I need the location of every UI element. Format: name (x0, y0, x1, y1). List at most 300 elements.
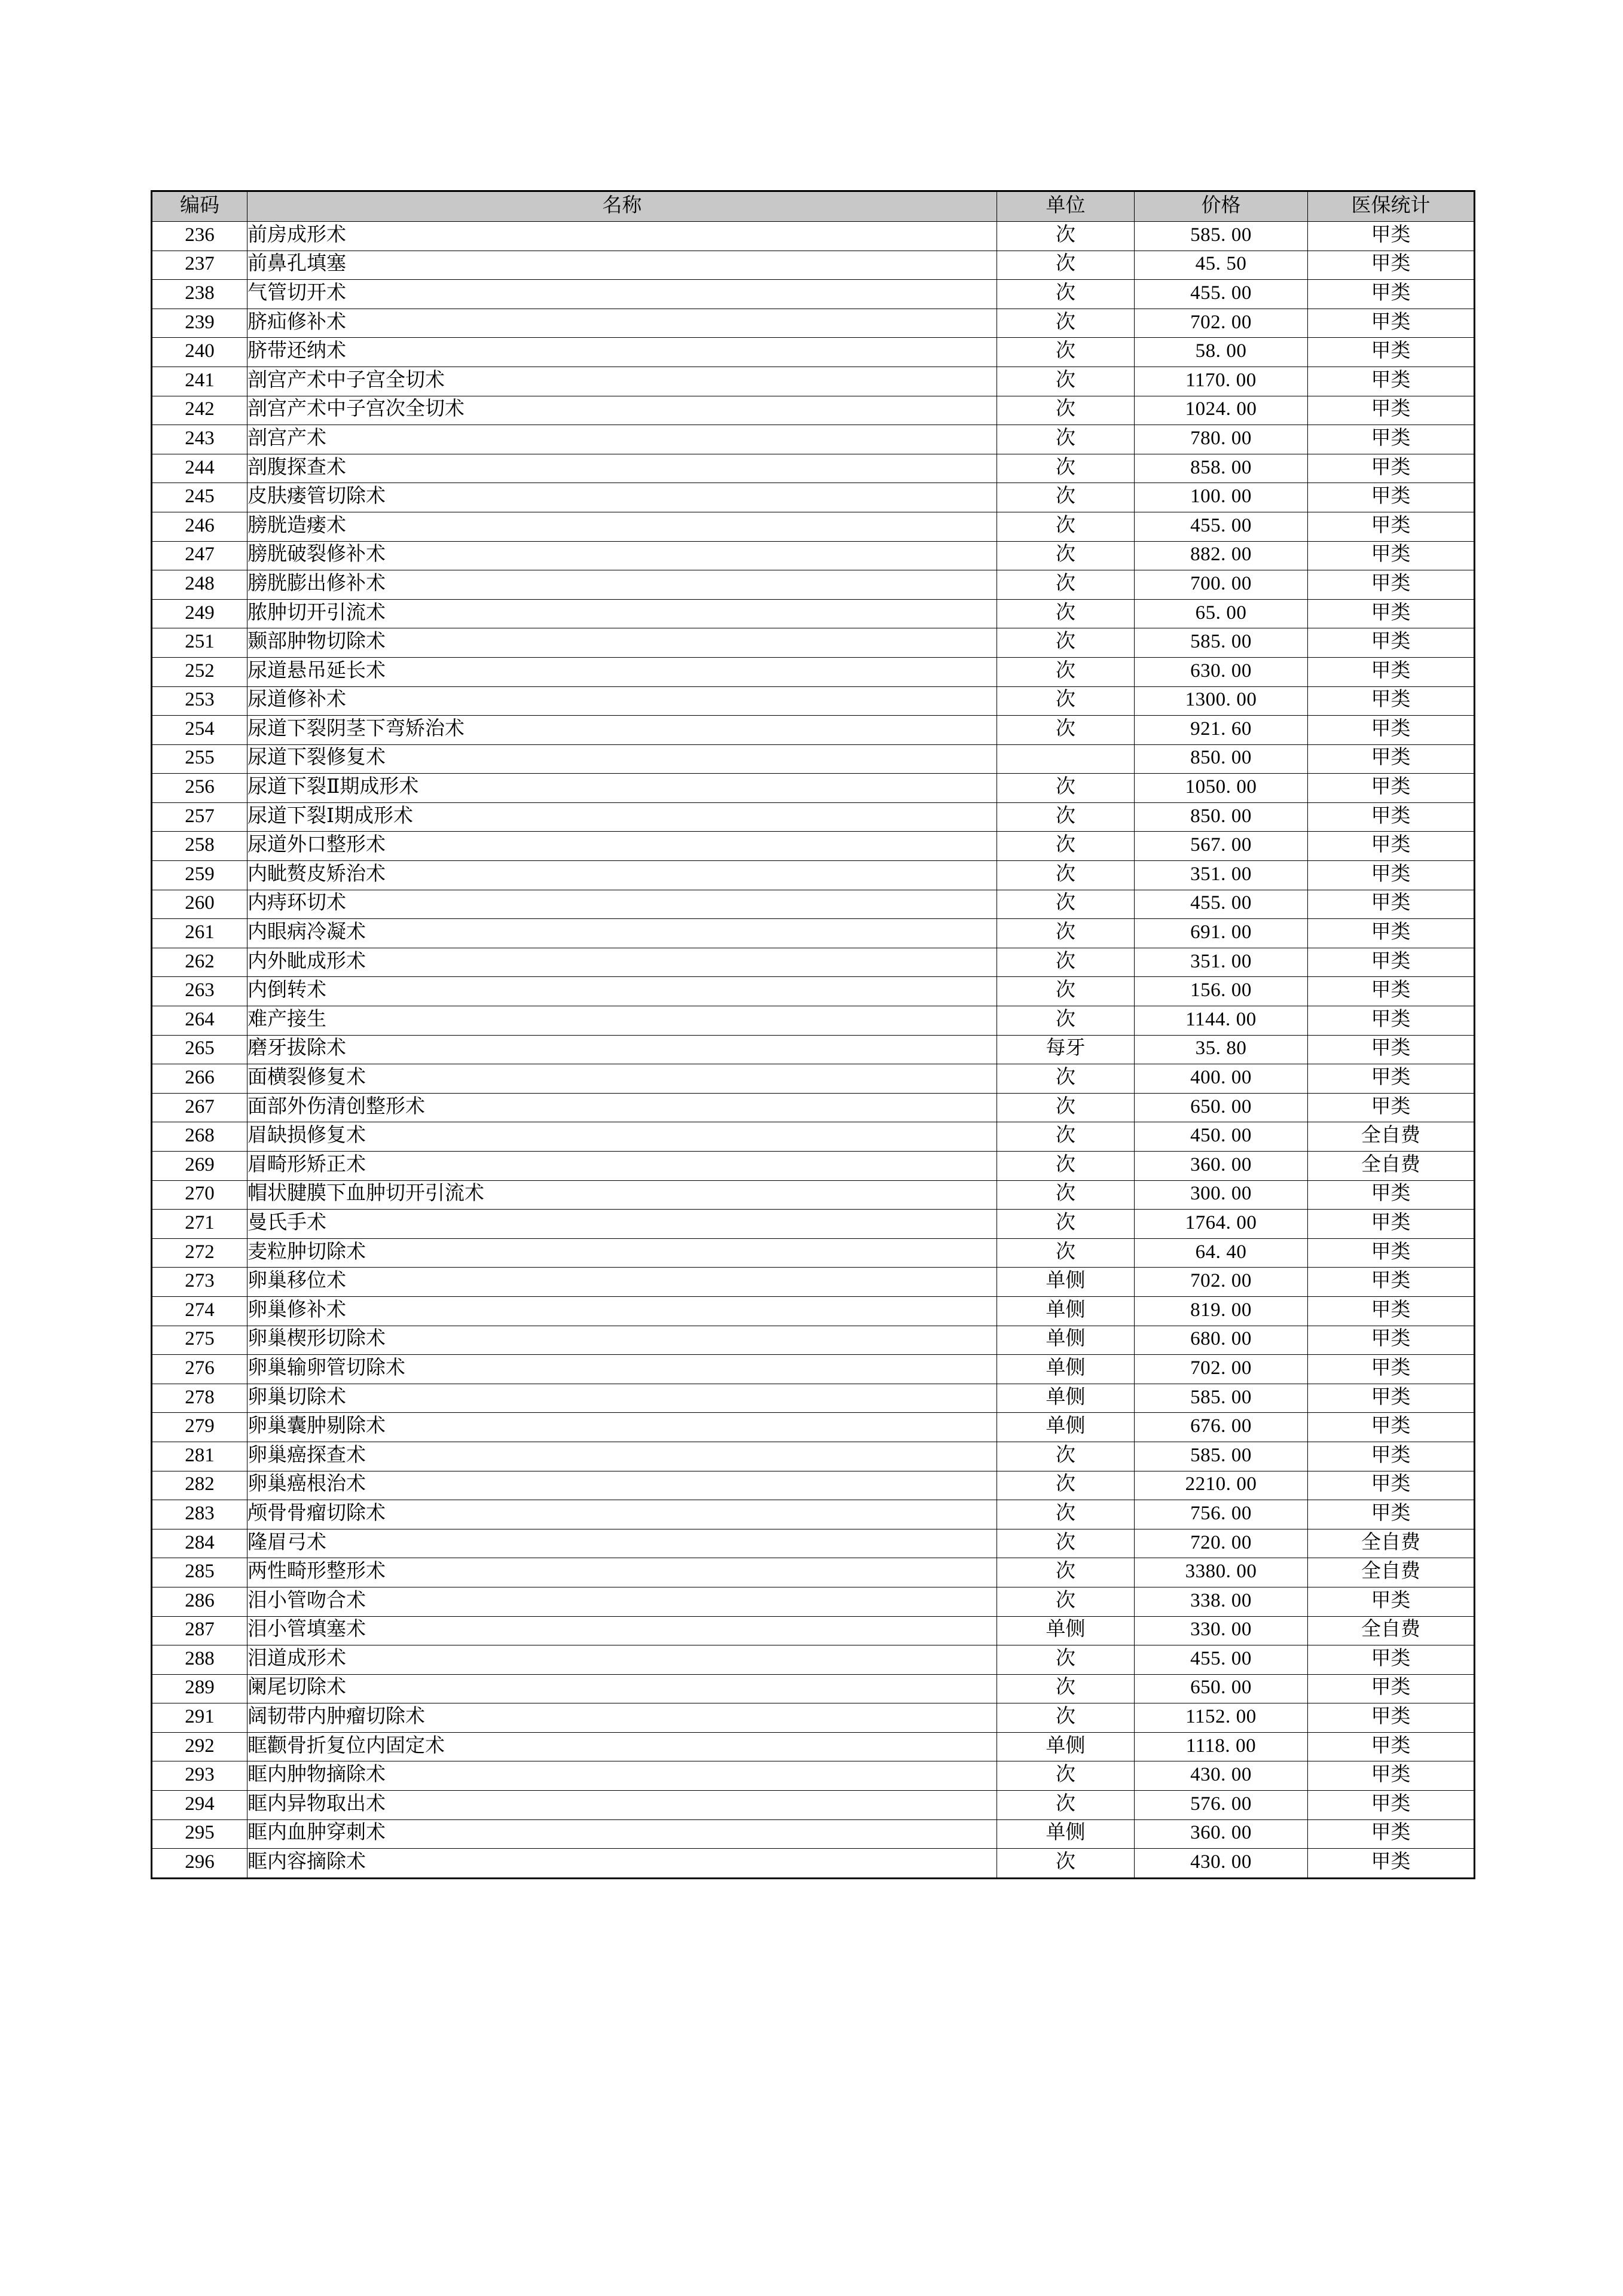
cell-name: 前鼻孔填塞 (247, 251, 997, 280)
column-header-name: 名称 (247, 191, 997, 222)
cell-price: 585. 00 (1135, 1442, 1308, 1471)
cell-unit: 次 (997, 541, 1135, 570)
table-row (152, 222, 1475, 251)
cell-name: 泪小管吻合术 (247, 1587, 997, 1616)
cell-price: 2210. 00 (1135, 1471, 1308, 1500)
cell-code: 262 (152, 948, 247, 977)
cell-name: 眉缺损修复术 (247, 1122, 997, 1152)
cell-code: 288 (152, 1645, 247, 1675)
cell-price: 850. 00 (1135, 744, 1308, 774)
cell-unit: 次 (997, 1674, 1135, 1703)
cell-unit: 单侧 (997, 1268, 1135, 1297)
cell-code: 254 (152, 716, 247, 745)
cell-code: 284 (152, 1529, 247, 1558)
cell-name: 气管切开术 (247, 280, 997, 309)
cell-code: 271 (152, 1210, 247, 1239)
cell-code: 241 (152, 367, 247, 396)
cell-insurance: 甲类 (1308, 1442, 1475, 1471)
table-row (152, 744, 1475, 774)
cell-unit: 次 (997, 774, 1135, 803)
cell-code: 252 (152, 657, 247, 686)
cell-insurance: 甲类 (1308, 1326, 1475, 1355)
cell-name: 尿道修补术 (247, 686, 997, 716)
cell-name: 脓肿切开引流术 (247, 599, 997, 628)
cell-unit: 单侧 (997, 1355, 1135, 1384)
cell-price: 300. 00 (1135, 1180, 1308, 1210)
cell-name: 卵巢切除术 (247, 1384, 997, 1413)
cell-unit: 次 (997, 802, 1135, 832)
cell-price: 3380. 00 (1135, 1558, 1308, 1587)
table-row (152, 1674, 1475, 1703)
cell-name: 脐带还纳术 (247, 338, 997, 367)
cell-unit: 单侧 (997, 1384, 1135, 1413)
cell-name: 卵巢癌探查术 (247, 1442, 997, 1471)
table-row (152, 890, 1475, 919)
table-row (152, 599, 1475, 628)
cell-price: 1764. 00 (1135, 1210, 1308, 1239)
cell-name: 前房成形术 (247, 222, 997, 251)
cell-code: 251 (152, 628, 247, 658)
cell-price: 1144. 00 (1135, 1006, 1308, 1036)
cell-price: 680. 00 (1135, 1326, 1308, 1355)
table-row (152, 541, 1475, 570)
cell-insurance: 甲类 (1308, 1761, 1475, 1791)
cell-name: 颞部肿物切除术 (247, 628, 997, 658)
cell-price: 567. 00 (1135, 832, 1308, 861)
cell-code: 263 (152, 977, 247, 1006)
cell-name: 两性畸形整形术 (247, 1558, 997, 1587)
cell-price: 455. 00 (1135, 1645, 1308, 1675)
table-row (152, 977, 1475, 1006)
cell-price: 720. 00 (1135, 1529, 1308, 1558)
cell-price: 882. 00 (1135, 541, 1308, 570)
cell-name: 膀胱破裂修补术 (247, 541, 997, 570)
cell-insurance: 甲类 (1308, 599, 1475, 628)
cell-name: 眶内血肿穿刺术 (247, 1819, 997, 1849)
cell-price: 650. 00 (1135, 1093, 1308, 1122)
cell-insurance: 甲类 (1308, 1006, 1475, 1036)
cell-insurance: 甲类 (1308, 686, 1475, 716)
cell-name: 泪道成形术 (247, 1645, 997, 1675)
cell-name: 剖腹探查术 (247, 454, 997, 483)
cell-insurance: 甲类 (1308, 1035, 1475, 1064)
cell-unit: 次 (997, 425, 1135, 454)
cell-price: 400. 00 (1135, 1064, 1308, 1094)
cell-insurance: 甲类 (1308, 716, 1475, 745)
cell-insurance: 甲类 (1308, 1674, 1475, 1703)
cell-price: 430. 00 (1135, 1849, 1308, 1879)
table-row (152, 1152, 1475, 1181)
cell-insurance: 甲类 (1308, 222, 1475, 251)
cell-insurance: 甲类 (1308, 1500, 1475, 1529)
cell-code: 289 (152, 1674, 247, 1703)
table-row (152, 1529, 1475, 1558)
cell-price: 351. 00 (1135, 948, 1308, 977)
table-row (152, 512, 1475, 541)
cell-price: 1118. 00 (1135, 1732, 1308, 1761)
cell-name: 内眦赘皮矫治术 (247, 861, 997, 890)
table-row (152, 832, 1475, 861)
cell-code: 268 (152, 1122, 247, 1152)
cell-insurance: 甲类 (1308, 570, 1475, 600)
cell-insurance: 甲类 (1308, 425, 1475, 454)
cell-insurance: 甲类 (1308, 1093, 1475, 1122)
cell-unit: 每牙 (997, 1035, 1135, 1064)
cell-name: 面横裂修复术 (247, 1064, 997, 1094)
table-row (152, 1819, 1475, 1849)
cell-unit: 次 (997, 367, 1135, 396)
cell-insurance: 甲类 (1308, 1238, 1475, 1268)
table-row (152, 1180, 1475, 1210)
cell-name: 内痔环切术 (247, 890, 997, 919)
table-row (152, 1761, 1475, 1791)
table-row (152, 1122, 1475, 1152)
cell-unit: 次 (997, 570, 1135, 600)
cell-name: 卵巢移位术 (247, 1268, 997, 1297)
table-row (152, 396, 1475, 425)
table-row (152, 280, 1475, 309)
cell-insurance: 全自费 (1308, 1152, 1475, 1181)
cell-code: 264 (152, 1006, 247, 1036)
table-row (152, 570, 1475, 600)
cell-insurance: 甲类 (1308, 628, 1475, 658)
cell-price: 691. 00 (1135, 919, 1308, 948)
cell-price: 1300. 00 (1135, 686, 1308, 716)
cell-code: 243 (152, 425, 247, 454)
cell-name: 尿道悬吊延长术 (247, 657, 997, 686)
cell-unit: 次 (997, 1442, 1135, 1471)
cell-code: 291 (152, 1703, 247, 1733)
cell-code: 273 (152, 1268, 247, 1297)
cell-code: 239 (152, 309, 247, 338)
table-row (152, 1006, 1475, 1036)
cell-price: 360. 00 (1135, 1152, 1308, 1181)
cell-insurance: 甲类 (1308, 948, 1475, 977)
table-row (152, 1849, 1475, 1879)
cell-name: 尿道下裂修复术 (247, 744, 997, 774)
table-row (152, 861, 1475, 890)
cell-unit: 次 (997, 1093, 1135, 1122)
cell-unit: 单侧 (997, 1413, 1135, 1442)
cell-price: 921. 60 (1135, 716, 1308, 745)
table-row (152, 919, 1475, 948)
cell-price: 700. 00 (1135, 570, 1308, 600)
cell-unit: 次 (997, 628, 1135, 658)
cell-code: 260 (152, 890, 247, 919)
table-row (152, 1471, 1475, 1500)
cell-price: 351. 00 (1135, 861, 1308, 890)
table-row (152, 425, 1475, 454)
cell-insurance: 甲类 (1308, 396, 1475, 425)
cell-price: 430. 00 (1135, 1761, 1308, 1791)
cell-unit: 次 (997, 222, 1135, 251)
table-header (152, 191, 1475, 222)
cell-name: 阑尾切除术 (247, 1674, 997, 1703)
table-row (152, 367, 1475, 396)
cell-price: 65. 00 (1135, 599, 1308, 628)
cell-price: 576. 00 (1135, 1791, 1308, 1820)
cell-code: 295 (152, 1819, 247, 1849)
cell-unit: 次 (997, 1122, 1135, 1152)
cell-name: 内眼病冷凝术 (247, 919, 997, 948)
cell-insurance: 甲类 (1308, 744, 1475, 774)
cell-name: 眶内异物取出术 (247, 1791, 997, 1820)
cell-price: 58. 00 (1135, 338, 1308, 367)
cell-code: 236 (152, 222, 247, 251)
cell-price: 702. 00 (1135, 309, 1308, 338)
cell-unit: 次 (997, 1064, 1135, 1094)
cell-price: 702. 00 (1135, 1268, 1308, 1297)
cell-unit: 次 (997, 919, 1135, 948)
cell-unit: 单侧 (997, 1819, 1135, 1849)
cell-name: 尿道下裂阴茎下弯矫治术 (247, 716, 997, 745)
cell-code: 274 (152, 1296, 247, 1326)
cell-price: 64. 40 (1135, 1238, 1308, 1268)
cell-price: 455. 00 (1135, 890, 1308, 919)
cell-code: 255 (152, 744, 247, 774)
cell-insurance: 甲类 (1308, 774, 1475, 803)
cell-code: 282 (152, 1471, 247, 1500)
cell-name: 卵巢修补术 (247, 1296, 997, 1326)
cell-unit: 次 (997, 1587, 1135, 1616)
cell-insurance: 甲类 (1308, 1703, 1475, 1733)
cell-name: 膀胱膨出修补术 (247, 570, 997, 600)
cell-code: 265 (152, 1035, 247, 1064)
table-row (152, 1384, 1475, 1413)
table-row (152, 454, 1475, 483)
cell-insurance: 甲类 (1308, 861, 1475, 890)
cell-insurance: 甲类 (1308, 338, 1475, 367)
cell-name: 难产接生 (247, 1006, 997, 1036)
cell-unit: 次 (997, 1152, 1135, 1181)
cell-unit: 次 (997, 396, 1135, 425)
cell-price: 702. 00 (1135, 1355, 1308, 1384)
cell-code: 242 (152, 396, 247, 425)
cell-code: 283 (152, 1500, 247, 1529)
table-row (152, 1238, 1475, 1268)
cell-code: 266 (152, 1064, 247, 1094)
cell-insurance: 甲类 (1308, 1413, 1475, 1442)
cell-code: 293 (152, 1761, 247, 1791)
cell-price: 819. 00 (1135, 1296, 1308, 1326)
cell-insurance: 甲类 (1308, 1210, 1475, 1239)
cell-insurance: 甲类 (1308, 1849, 1475, 1879)
table-header-row (152, 191, 1475, 222)
cell-insurance: 甲类 (1308, 1268, 1475, 1297)
cell-name: 内外眦成形术 (247, 948, 997, 977)
cell-unit: 次 (997, 1210, 1135, 1239)
table-row (152, 686, 1475, 716)
cell-code: 249 (152, 599, 247, 628)
cell-name: 曼氏手术 (247, 1210, 997, 1239)
table-body (152, 222, 1475, 1879)
cell-insurance: 甲类 (1308, 309, 1475, 338)
cell-insurance: 甲类 (1308, 1819, 1475, 1849)
cell-name: 尿道下裂Ⅰ期成形术 (247, 802, 997, 832)
column-header-code: 编码 (152, 191, 247, 222)
cell-price: 650. 00 (1135, 1674, 1308, 1703)
cell-insurance: 甲类 (1308, 1732, 1475, 1761)
cell-price: 585. 00 (1135, 628, 1308, 658)
cell-insurance: 全自费 (1308, 1529, 1475, 1558)
cell-name: 眶内肿物摘除术 (247, 1761, 997, 1791)
cell-insurance: 甲类 (1308, 890, 1475, 919)
cell-name: 面部外伤清创整形术 (247, 1093, 997, 1122)
cell-unit: 次 (997, 1529, 1135, 1558)
cell-insurance: 甲类 (1308, 802, 1475, 832)
cell-name: 内倒转术 (247, 977, 997, 1006)
cell-unit: 次 (997, 977, 1135, 1006)
cell-code: 278 (152, 1384, 247, 1413)
table-row (152, 1296, 1475, 1326)
table-row (152, 1703, 1475, 1733)
cell-unit: 次 (997, 483, 1135, 512)
cell-unit: 次 (997, 280, 1135, 309)
cell-unit: 次 (997, 1006, 1135, 1036)
cell-price: 1050. 00 (1135, 774, 1308, 803)
cell-name: 膀胱造瘘术 (247, 512, 997, 541)
cell-price: 45. 50 (1135, 251, 1308, 280)
cell-code: 248 (152, 570, 247, 600)
cell-price: 858. 00 (1135, 454, 1308, 483)
table-row (152, 251, 1475, 280)
cell-price: 455. 00 (1135, 280, 1308, 309)
cell-unit: 次 (997, 309, 1135, 338)
cell-unit: 次 (997, 686, 1135, 716)
cell-code: 286 (152, 1587, 247, 1616)
cell-unit: 单侧 (997, 1616, 1135, 1645)
cell-unit: 次 (997, 1471, 1135, 1500)
cell-price: 338. 00 (1135, 1587, 1308, 1616)
cell-name: 尿道外口整形术 (247, 832, 997, 861)
table-row (152, 1616, 1475, 1645)
cell-insurance: 甲类 (1308, 832, 1475, 861)
cell-name: 磨牙拔除术 (247, 1035, 997, 1064)
cell-insurance: 甲类 (1308, 977, 1475, 1006)
cell-name: 颅骨骨瘤切除术 (247, 1500, 997, 1529)
table-row (152, 948, 1475, 977)
cell-unit (997, 744, 1135, 774)
column-header-insurance: 医保统计 (1308, 191, 1475, 222)
table-row (152, 774, 1475, 803)
cell-unit: 次 (997, 948, 1135, 977)
cell-price: 35. 80 (1135, 1035, 1308, 1064)
cell-insurance: 全自费 (1308, 1558, 1475, 1587)
cell-insurance: 甲类 (1308, 919, 1475, 948)
table-row (152, 1558, 1475, 1587)
cell-name: 尿道下裂Ⅱ期成形术 (247, 774, 997, 803)
cell-code: 258 (152, 832, 247, 861)
cell-insurance: 甲类 (1308, 1471, 1475, 1500)
cell-name: 眉畸形矫正术 (247, 1152, 997, 1181)
cell-insurance: 甲类 (1308, 251, 1475, 280)
cell-code: 238 (152, 280, 247, 309)
cell-unit: 次 (997, 1500, 1135, 1529)
cell-code: 270 (152, 1180, 247, 1210)
cell-insurance: 甲类 (1308, 483, 1475, 512)
cell-name: 隆眉弓术 (247, 1529, 997, 1558)
cell-name: 剖宫产术中子宫次全切术 (247, 396, 997, 425)
cell-insurance: 全自费 (1308, 1616, 1475, 1645)
column-header-price: 价格 (1135, 191, 1308, 222)
cell-code: 281 (152, 1442, 247, 1471)
table-row (152, 1442, 1475, 1471)
cell-insurance: 甲类 (1308, 1645, 1475, 1675)
table-row (152, 1732, 1475, 1761)
cell-unit: 次 (997, 861, 1135, 890)
table-row (152, 1326, 1475, 1355)
table-row (152, 657, 1475, 686)
cell-unit: 次 (997, 890, 1135, 919)
cell-unit: 次 (997, 1558, 1135, 1587)
cell-unit: 次 (997, 1791, 1135, 1820)
cell-name: 眶内容摘除术 (247, 1849, 997, 1879)
cell-price: 1152. 00 (1135, 1703, 1308, 1733)
cell-insurance: 甲类 (1308, 454, 1475, 483)
medical-price-table (151, 190, 1475, 1879)
cell-name: 卵巢囊肿剔除术 (247, 1413, 997, 1442)
cell-unit: 单侧 (997, 1326, 1135, 1355)
cell-code: 246 (152, 512, 247, 541)
cell-code: 261 (152, 919, 247, 948)
cell-unit: 次 (997, 338, 1135, 367)
cell-price: 676. 00 (1135, 1413, 1308, 1442)
cell-code: 247 (152, 541, 247, 570)
cell-price: 100. 00 (1135, 483, 1308, 512)
cell-code: 269 (152, 1152, 247, 1181)
cell-name: 帽状腱膜下血肿切开引流术 (247, 1180, 997, 1210)
cell-insurance: 甲类 (1308, 1587, 1475, 1616)
cell-price: 585. 00 (1135, 1384, 1308, 1413)
cell-name: 剖宫产术 (247, 425, 997, 454)
table-row (152, 338, 1475, 367)
cell-price: 360. 00 (1135, 1819, 1308, 1849)
cell-unit: 次 (997, 1645, 1135, 1675)
cell-name: 麦粒肿切除术 (247, 1238, 997, 1268)
cell-unit: 次 (997, 512, 1135, 541)
cell-insurance: 甲类 (1308, 1384, 1475, 1413)
cell-unit: 次 (997, 657, 1135, 686)
cell-unit: 次 (997, 251, 1135, 280)
cell-code: 256 (152, 774, 247, 803)
cell-name: 剖宫产术中子宫全切术 (247, 367, 997, 396)
cell-price: 1170. 00 (1135, 367, 1308, 396)
cell-unit: 单侧 (997, 1732, 1135, 1761)
table-row (152, 1645, 1475, 1675)
cell-price: 780. 00 (1135, 425, 1308, 454)
cell-code: 240 (152, 338, 247, 367)
cell-name: 泪小管填塞术 (247, 1616, 997, 1645)
table-row (152, 1093, 1475, 1122)
cell-unit: 次 (997, 716, 1135, 745)
cell-insurance: 甲类 (1308, 541, 1475, 570)
table-row (152, 483, 1475, 512)
cell-price: 630. 00 (1135, 657, 1308, 686)
column-header-unit: 单位 (997, 191, 1135, 222)
cell-code: 296 (152, 1849, 247, 1879)
cell-unit: 次 (997, 599, 1135, 628)
table-row (152, 628, 1475, 658)
cell-insurance: 甲类 (1308, 512, 1475, 541)
cell-code: 276 (152, 1355, 247, 1384)
cell-code: 294 (152, 1791, 247, 1820)
cell-insurance: 甲类 (1308, 280, 1475, 309)
table-row (152, 1413, 1475, 1442)
cell-code: 285 (152, 1558, 247, 1587)
cell-unit: 次 (997, 1703, 1135, 1733)
cell-name: 阔韧带内肿瘤切除术 (247, 1703, 997, 1733)
table-row (152, 802, 1475, 832)
